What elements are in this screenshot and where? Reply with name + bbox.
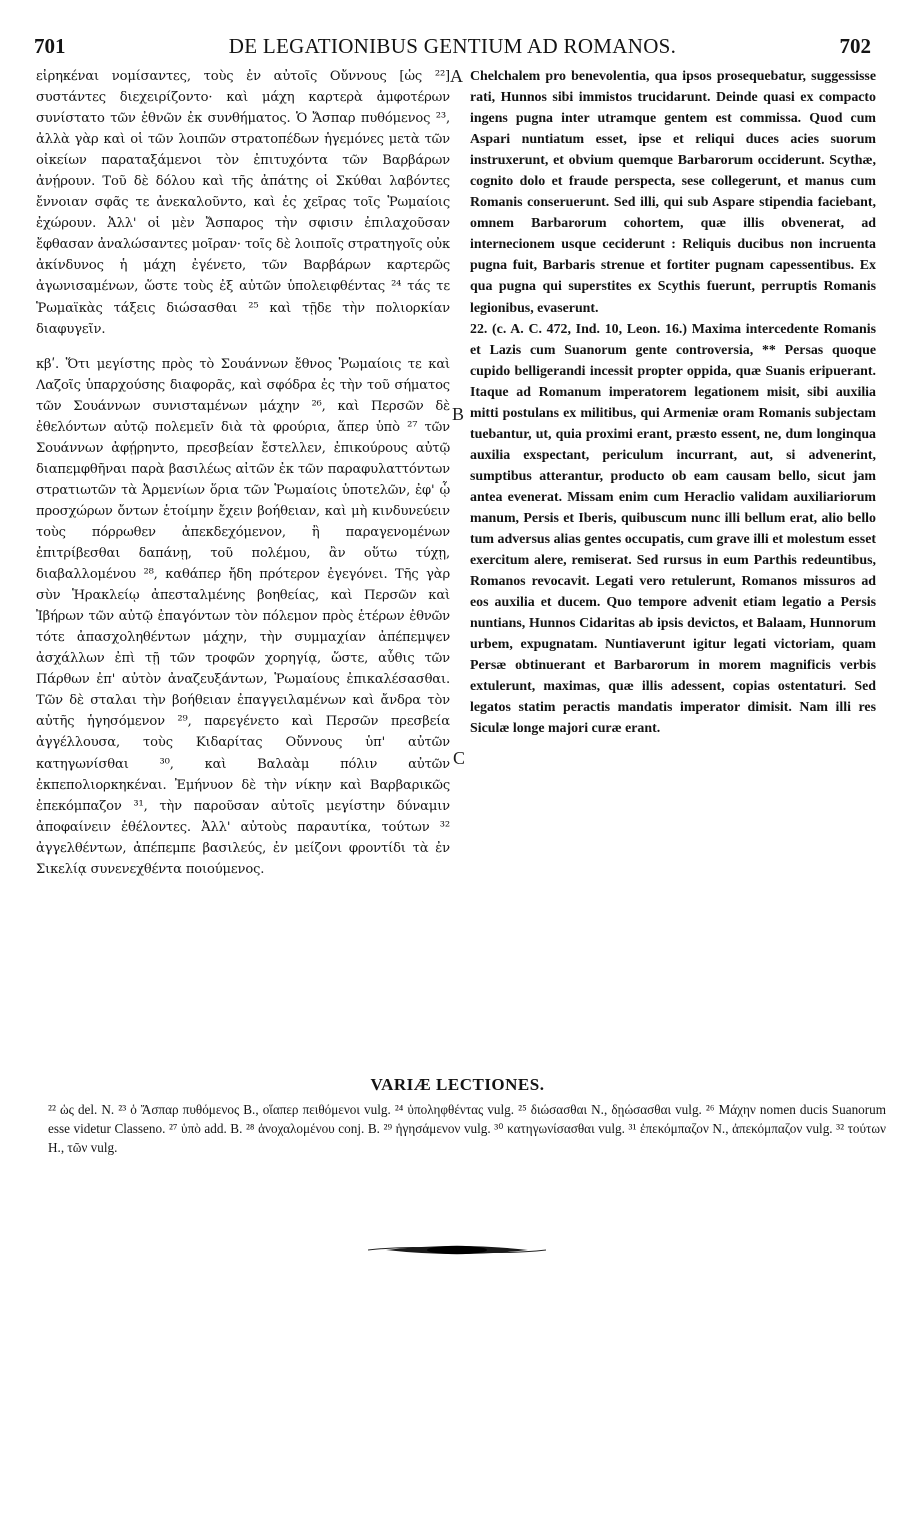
latin-paragraph: 22. (c. A. C. 472, Ind. 10, Leon. 16.) Maxima intercedente Romanis et Lazis cum Suanorum gente controversia, ** Persas quoque cupido belligerandi incessit propter oppida, quæ Suanis eripuerant. Itaque ad Romanum imperatorem legationem misit, sibi auxilia mitti postulans ex militibus, qui Armeniæ oram Romanis subjectam tuebantur, ut, quia proximi erant, præsto essent, ne, dum longinqua auxilia exspectant, periculum incurrant, aut, si advenerint, sumptibus atterantur, producto ob eam causam bello, sicut jam antea evenerat. Missam enim cum Heraclio validam auxiliariorum manum, Persis et Iberis, quibuscum nunc illi bellum erat, alio bello tum adversus alias gentes occupatis, cum grave illi et molestum esset exercitum alere, remiserat. Sed rursus in eum Parthis redeuntibus, Romanos revocavit. Legati vero retulerunt, Romanos missuros ad eos auxilia et ducem. Quo tempore advenit etiam legatio a Persis nuntians, Hunnos Cidaritas ab ipsis devictos, et Balaam, Hunnorum urbem, expugnatam. Nuntiaverunt igitur legati victoriam, quam Persæ obtinuerant et Barbarorum in morem magnificis verbis extulerunt, maximas, quæ illis adessent, copias ostentaturi. Sed legatos statim peractis mandatis imperator dimisit. Nam illi res Siculæ longe majori curæ erant. <box>470 321 876 737</box>
page-number-left: 701 <box>34 34 66 58</box>
variae-lectiones-notes <box>48 1100 886 1157</box>
variae-lectiones-heading: VARIÆ LECTIONES. <box>370 1075 545 1094</box>
running-title: DE LEGATIONIBUS GENTIUM AD ROMANOS. <box>228 34 677 58</box>
latin-text-column <box>470 66 876 740</box>
margin-marker-b: B <box>452 404 465 424</box>
margin-marker-a: A <box>450 66 463 86</box>
variant-readings-text: ²² ὡς del. N. ²³ ὁ Ἄσπαρ πυθόμενος B., οἵαπερ πειθόμενοι vulg. ²⁴ ὑποληφθέντας vulg. ²⁵ διώσασθαι N., δῃώσασθαι vulg. ²⁶ Μάχην nomen ducis Suanorum esse videtur Classeno. ²⁷ ὑπὸ add. B. ²⁸ ἀνοχαλομένου conj. B. ²⁹ ἡγησάμενον vulg. ³⁰ κατηγωνίσασθαι vulg. ³¹ ἐπεκόμπαζον N., ἀπεκόμπαζον vulg. ³² τούτων H., τῶν vulg. <box>48 1102 886 1155</box>
latin-paragraph: Chelchalem pro benevolentia, qua ipsos prosequebatur, suggessisse rati, Hunnos sibi immistos trucidarunt. Deinde quasi ex compacto ingens pugna inter utramque gentem est commissa. Quod cum Aspari nuntiatum esset, ipse et reliqui duces acies suorum instruxerunt, et obvium quemque Barbarorum occiderunt. Scythæ, cognito dolo et fraude perspecta, sese collegerunt, et manus cum Romanis conseruerunt. Sed illi, qui sub Aspare stipendia faciebant, omnem Barbarorum cohortem, quæ illis obvenerat, ad internecionem usque ceciderunt : Reliquis ducibus non incruenta pugna fuit, Barbaris strenue et fortiter pugnam capessentibus. Ex qua pugna qui superstites ex Scythis fuerunt, perruptis Romanis legionibus, evaserunt. <box>470 69 876 316</box>
ornament-rule-icon <box>368 1243 546 1257</box>
page-number-right: 702 <box>839 34 871 58</box>
running-header <box>34 34 871 64</box>
greek-paragraph: κβʹ. Ὅτι μεγίστης πρὸς τὸ Σουάννων ἔθνος Ῥωμαίοις τε καὶ Λαζοῖς ὑπαρχούσης διαφορᾶς, καὶ σφόδρα ἐς τὴν τοῦ σήματος τῶν Σουάννων συνισταμένων μάχην ²⁶, καὶ Περσῶν δὲ ἐθελόντων αὐτῷ πολεμεῖν διὰ τὰ φρούρια, ἅπερ ὑπὸ ²⁷ τῶν Σουάννων ἀφῄρηντο, πρεσβείαν ἔστελλεν, ἐπικούρους αὐτῷ διαπεμφθῆναι παρὰ βασιλέως αἰτῶν ἐκ τῶν παραφυλαττόντων στρατιωτῶν τὰ Ἀρμενίων ὅρια τῶν Ῥωμαίοις ὑποτελῶν, ἐφ' ᾧ προσχώρων ὄντων ἑτοίμην ἔχειν βοήθειαν, καὶ μὴ κινδυνεύειν τοὺς πόρρωθεν ἀπεκδεχόμενον, ἢ παραγενομένων ἐπιτρίβεσθαι δαπάνῃ, τοῦ πολέμου, ἂν οὕτω τύχῃ, διαβαλλομένου ²⁸, καθάπερ ἤδη πρότερον ἐγεγόνει. Τῆς γὰρ σὺν Ἡρακλείῳ ἀπεσταλμένης βοηθείας, καὶ Περσῶν καὶ Ἰβήρων τῶν αὐτῷ ἐπαγόντων τὸν πόλεμον πρὸς ἑτέρων ἐθνῶν τότε ἀπασχοληθέντων μάχην, τὴν συμμαχίαν ἀπέπεμψεν ἀσχάλλων ἐπὶ τῇ τῶν τροφῶν χορηγίᾳ, ὥστε, αὖθις τῶν Πάρθων ἐπ' αὐτὸν ἀναζευξάντων, Ῥωμαίους ἐπικαλέσασθαι. Τῶν δὲ σταλαι τὴν βοήθειαν ἐπαγγειλαμένων καὶ ἄνδρα τὸν αὐτῆς ἡγησόμενον ²⁹, παρεγένετο καὶ Περσῶν πρεσβεία ἀγγέλλουσα, τοὺς Κιδαρίτας Οὔννους ὑπ' αὐτῶν κατηγωνίσθαι ³⁰, καὶ Βαλαὰμ πόλιν αὐτῶν ἐκπεπολιορκηκέναι. Ἐμήνυον δὲ τὴν νίκην καὶ Βαρβαρικῶς ἐπεκόμπαζον ³¹, τὴν παροῦσαν αὐτοῖς μεγίστην δύναμιν ἀποφαίνειν ἐθέλοντες. Ἀλλ' αὐτοὺς παραυτίκα, τούτων ³² ἀγγελθέντων, ἀπέπεμπε βασιλεύς, ἐν μείζονι φροντίδι τὰ ἐν Σικελίᾳ συνενεχθέντα ποιούμενος. <box>36 356 450 877</box>
greek-text-column <box>36 66 450 880</box>
margin-marker-c: C <box>453 748 466 768</box>
greek-paragraph: εἰρηκέναι νομίσαντες, τοὺς ἐν αὐτοῖς Οὔννους [ὡς ²²] συστάντες διεχειρίζοντο· καὶ μάχη καρτερὰ ἀμφοτέρων συνίστατο τῶν ἐθνῶν ἐκ συνθήματος. Ὁ Ἄσπαρ πυθόμενος ²³, ἀλλὰ γὰρ καὶ οἱ τῶν λοιπῶν στρατοπέδων ἡγεμόνες μετὰ τῶν οἰκείων παραταξάμενοι τὸν ἐπιτυχόντα τῶν Βαρβάρων ἀνῄρουν. Τοῦ δὲ δόλου καὶ τῆς ἀπάτης οἱ Σκύθαι λαβόντες ἔννοιαν σφᾶς τε ἀνεκαλοῦντο, καὶ ἐς χεῖρας τοῖς Ῥωμαίοις ἐχώρουν. Ἀλλ' οἱ μὲν Ἄσπαρος τὴν σφισιν ἐπιλαχοῦσαν ἔφθασαν ἀναλώσαντες μοῖραν· τοῖς δὲ λοιποῖς στρατηγοῖς οὐκ ἀκίνδυνος ἡ μάχη ἐγένετο, τῶν Βαρβάρων καρτερῶς ἀγωνισαμένων, ὥστε τοὺς ἐξ αὐτῶν ὑπολειφθέντας ²⁴ τάς τε Ῥωμαϊκὰς τάξεις διώσασθαι ²⁵ καὶ τῇδε τὴν πολιορκίαν διαφυγεῖν. <box>36 69 450 337</box>
